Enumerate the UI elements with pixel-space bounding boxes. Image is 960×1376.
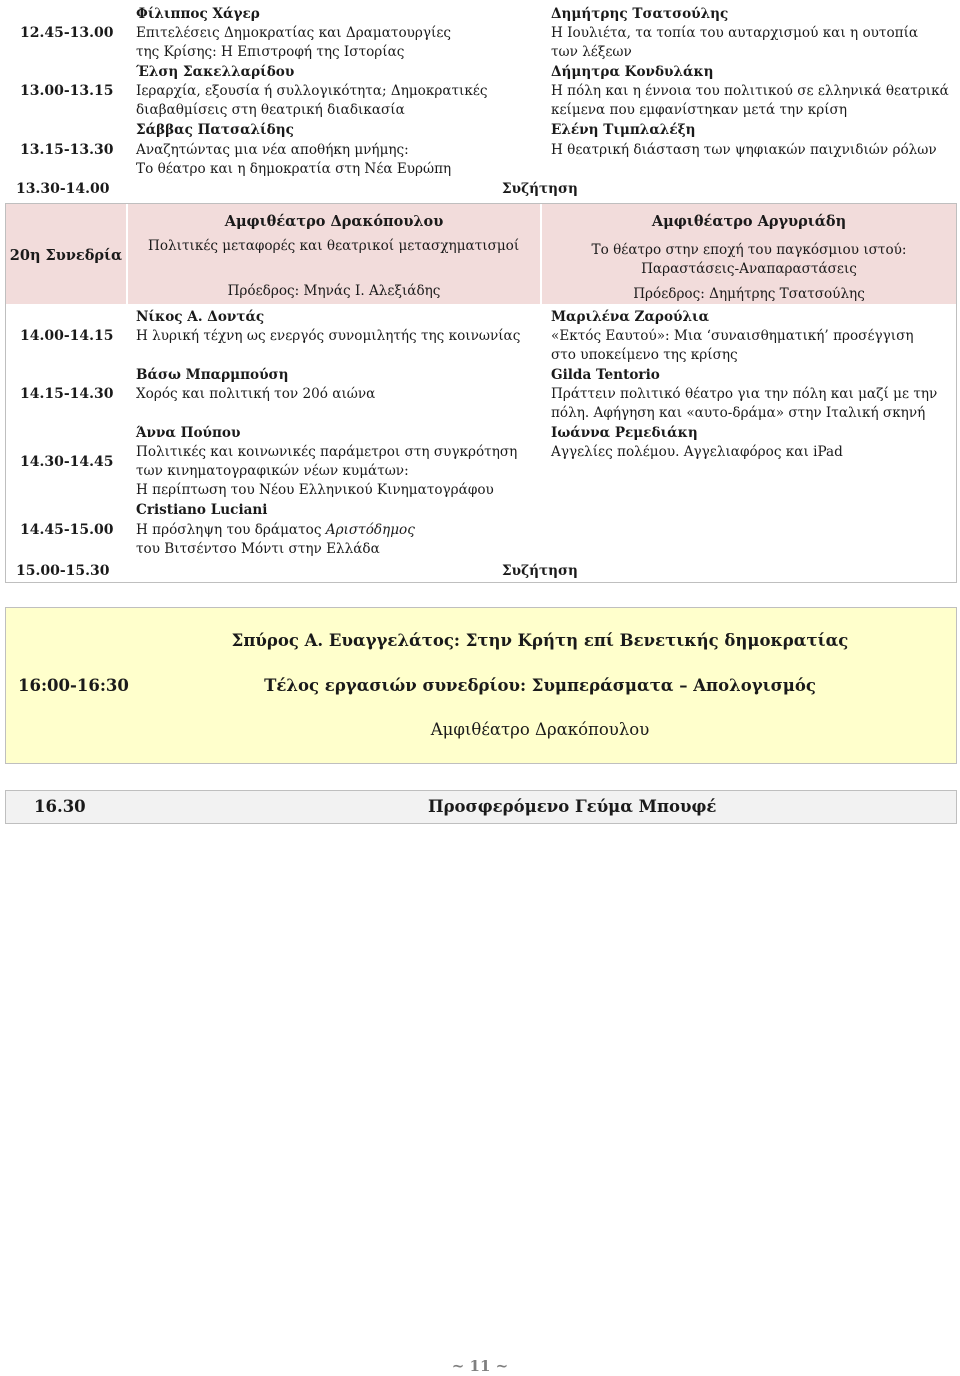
talk-title: Η θεατρική διάσταση των ψηφιακών παιχνιδιών ρόλων <box>551 142 937 158</box>
session-chair: Πρόεδρος: Μηνάς Ι. Αλεξιάδης <box>227 283 441 299</box>
speaker-name: Φίλιππος Χάγερ <box>136 6 260 22</box>
play-title: Αριστόδημος <box>325 522 415 538</box>
talk-title: Η λυρική τέχνη ως ενεργός συνομιλητής της κοινωνίας <box>136 328 521 344</box>
time-slot: 13.15-13.30 <box>20 142 114 158</box>
closing-talk: Σπύρος Α. Ευαγγελάτος: Στην Κρήτη επί Βενετικής δημοκρατίας <box>231 631 849 650</box>
talk-title: Το θέατρο και η δημοκρατία στη Νέα Ευρώπη <box>136 161 452 177</box>
talk-title: Η περίπτωση του Νέου Ελληνικού Κινηματογράφου <box>136 482 494 498</box>
session-theme: Πολιτικές μεταφορές και θεατρικοί μετασχηματισμοί <box>148 238 520 254</box>
speaker-name: Gilda Tentorio <box>551 367 660 383</box>
buffet-label: Προσφερόμενο Γεύμα Μπουφέ <box>428 797 717 816</box>
speaker-name: Σάββας Πατσαλίδης <box>136 122 294 138</box>
talk-title <box>136 521 415 540</box>
speaker-name: Έλση Σακελλαρίδου <box>136 64 295 80</box>
time-slot: 13.00-13.15 <box>20 83 114 99</box>
closing-remarks: Τέλος εργασιών συνεδρίου: Συμπεράσματα – Απολογισμός <box>264 676 816 695</box>
speaker-name: Νίκος Α. Δοντάς <box>136 309 265 325</box>
time-slot: 14.00-14.15 <box>20 328 114 344</box>
talk-title: στο υποκείμενο της κρίσης <box>551 347 738 363</box>
hall-name: Αμφιθέατρο Δρακόπουλου <box>224 213 444 230</box>
speaker-name: Δημήτρης Τσατσούλης <box>551 6 729 22</box>
speaker-name: Άννα Πούπου <box>136 425 241 441</box>
talk-title: Πράττειν πολιτικό θέατρο για την πόλη και μαζί με την <box>551 386 938 402</box>
session-theme: Παραστάσεις-Αναπαραστάσεις <box>641 261 857 277</box>
speaker-name: Μαριλένα Ζαρούλια <box>551 309 710 325</box>
time-slot: 15.00-15.30 <box>16 563 110 579</box>
speaker-name: Ελένη Τιμπλαλέξη <box>551 122 696 138</box>
time-slot: 16.30 <box>34 797 86 816</box>
talk-title: των κινηματογραφικών νέων κυμάτων: <box>136 463 409 479</box>
talk-title: Επιτελέσεις Δημοκρατίας και Δραματουργίες <box>136 25 452 41</box>
talk-title: «Εκτός Εαυτού»: Μια ‘συναισθηματική’ προσέγγιση <box>551 328 914 344</box>
speaker-name: Βάσω Μπαρμπούση <box>136 367 289 383</box>
talk-title: Αναζητώντας μια νέα αποθήκη μνήμης: <box>136 142 409 158</box>
talk-title: Ιεραρχία, εξουσία ή συλλογικότητα; Δημοκρατικές <box>136 83 488 99</box>
closing-hall: Αμφιθέατρο Δρακόπουλου <box>430 720 650 739</box>
talk-title: Η Ιουλιέτα, τα τοπία του αυταρχισμού και η ουτοπία <box>551 25 919 41</box>
discussion-label: Συζήτηση <box>502 181 578 197</box>
talk-title: του Βιτσέντσο Μόντι στην Ελλάδα <box>136 541 380 557</box>
page-number: ~ 11 ~ <box>451 1357 509 1375</box>
speaker-name: Ιωάννα Ρεμεδιάκη <box>551 425 698 441</box>
talk-title: των λέξεων <box>551 44 632 60</box>
talk-title-text: Η πρόσληψη του δράματος <box>136 522 326 538</box>
time-slot: 14.45-15.00 <box>20 522 114 538</box>
hall-name: Αμφιθέατρο Αργυριάδη <box>651 213 847 230</box>
talk-title: της Κρίσης: Η Επιστροφή της Ιστορίας <box>136 44 405 60</box>
session-label: 20η Συνεδρία <box>9 247 123 264</box>
discussion-label: Συζήτηση <box>502 563 578 579</box>
talk-title: Χορός και πολιτική τον 20ό αιώνα <box>136 386 376 402</box>
talk-title: πόλη. Αφήγηση και «αυτο-δράμα» στην Ιταλική σκηνή <box>551 405 926 421</box>
talk-title: διαβαθμίσεις στη θεατρική διαδικασία <box>136 102 405 118</box>
talk-title: κείμενα που εμφανίστηκαν μετά την κρίση <box>551 102 847 118</box>
divider <box>5 582 957 583</box>
time-slot: 16:00-16:30 <box>18 676 129 695</box>
talk-title: Η πόλη και η έννοια του πολιτικού σε ελληνικά θεατρικά <box>551 83 949 99</box>
talk-title: Αγγελίες πολέμου. Αγγελιαφόρος και iPad <box>551 444 843 460</box>
talk-title: Πολιτικές και κοινωνικές παράμετροι στη συγκρότηση <box>136 444 518 460</box>
speaker-name: Δήμητρα Κονδυλάκη <box>551 64 714 80</box>
speaker-name: Cristiano Luciani <box>136 502 268 518</box>
time-slot: 14.15-14.30 <box>20 386 114 402</box>
session-theme: Το θέατρο στην εποχή του παγκόσμιου ιστού: <box>591 242 907 258</box>
time-slot: 13.30-14.00 <box>16 181 110 197</box>
time-slot: 14.30-14.45 <box>20 454 114 470</box>
session-chair: Πρόεδρος: Δημήτρης Τσατσούλης <box>633 286 865 302</box>
divider <box>956 203 957 583</box>
time-slot: 12.45-13.00 <box>20 25 114 41</box>
